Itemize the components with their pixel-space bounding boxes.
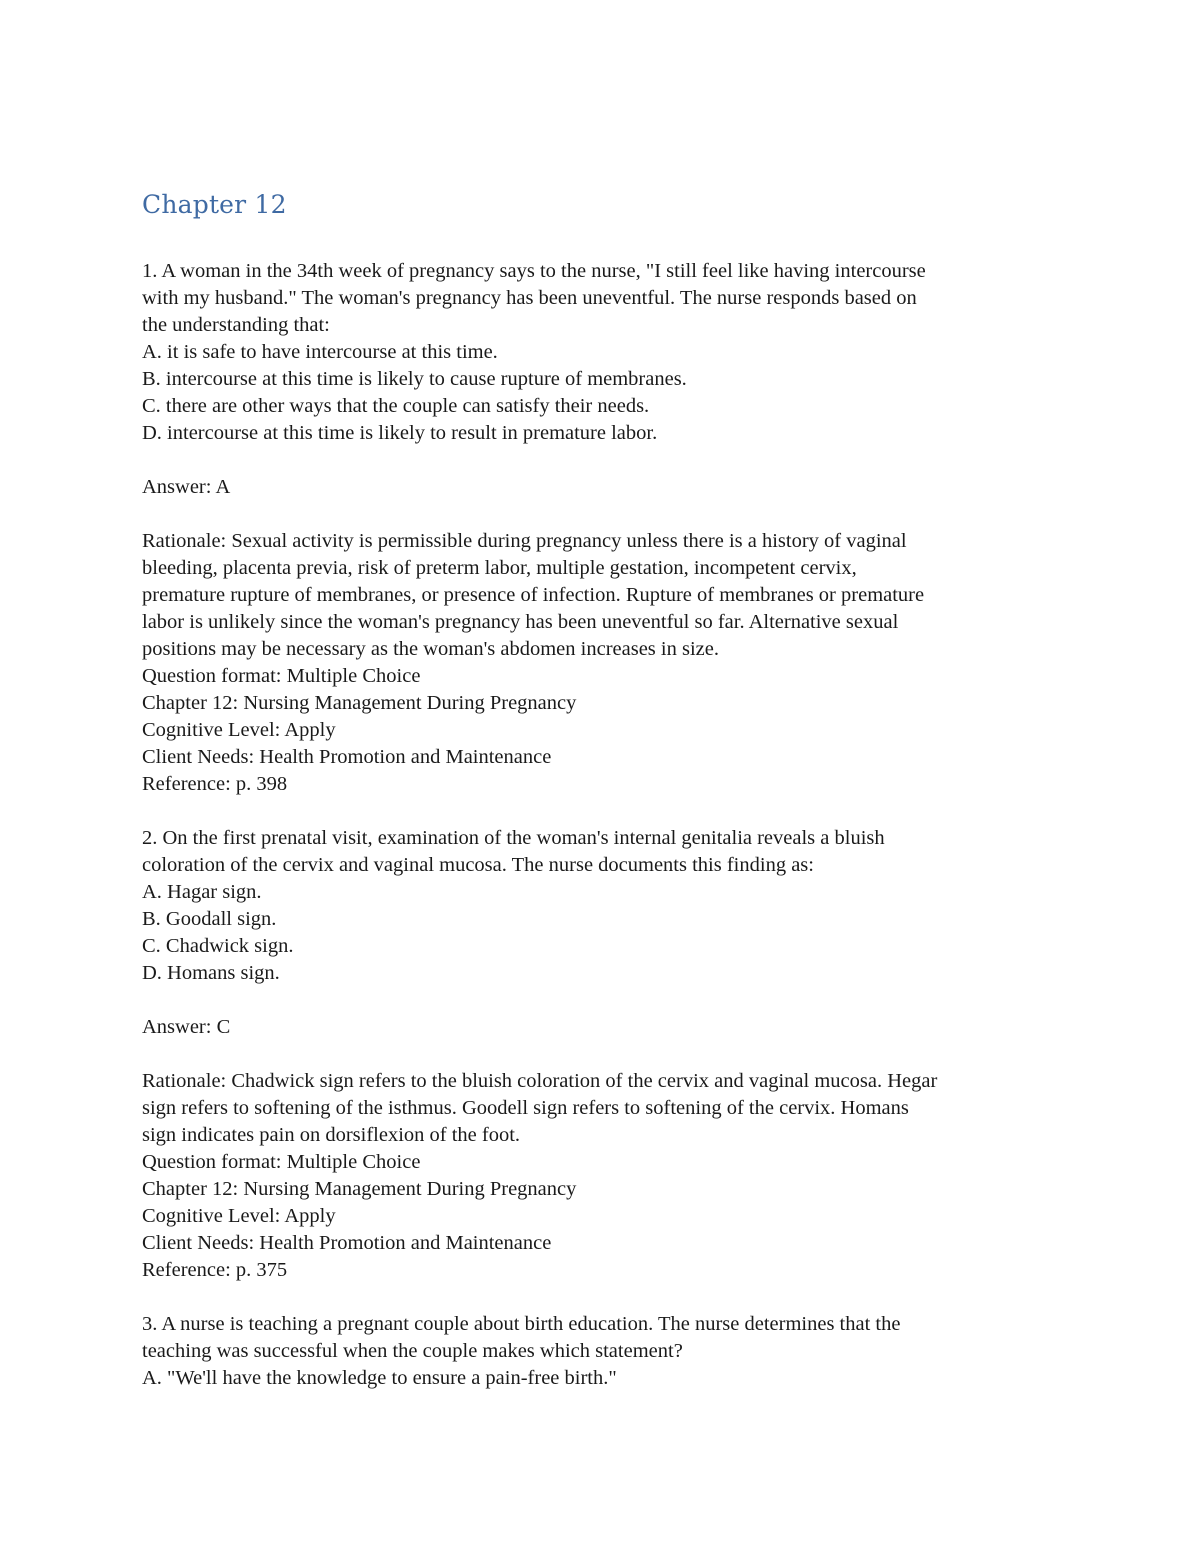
- option-a: A. "We'll have the knowledge to ensure a pain-free birth.": [142, 1367, 617, 1389]
- stem-line: 2. On the first prenatal visit, examination of the woman's internal genitalia reveals a bluish: [142, 827, 885, 849]
- question-1-meta: [142, 663, 1062, 798]
- rationale-line: Rationale: Sexual activity is permissible during pregnancy unless there is a history of vaginal: [142, 530, 907, 552]
- question-1-stem: [142, 258, 1062, 339]
- option-d: D. Homans sign.: [142, 962, 280, 984]
- page-reference: Reference: p. 375: [142, 1259, 288, 1281]
- stem-line: teaching was successful when the couple makes which statement?: [142, 1340, 683, 1362]
- answer-line: Answer: A: [142, 476, 231, 498]
- option-b: B. intercourse at this time is likely to cause rupture of membranes.: [142, 368, 687, 390]
- rationale-line: premature rupture of membranes, or presence of infection. Rupture of membranes or premature: [142, 584, 925, 606]
- cognitive-level: Cognitive Level: Apply: [142, 1205, 336, 1227]
- question-1-answer: [142, 474, 1062, 501]
- chapter-ref: Chapter 12: Nursing Management During Pregnancy: [142, 692, 577, 714]
- option-a: A. it is safe to have intercourse at this time.: [142, 341, 498, 363]
- chapter-title: Chapter 12: [142, 190, 287, 219]
- chapter-ref: Chapter 12: Nursing Management During Pregnancy: [142, 1178, 577, 1200]
- question-3-stem: [142, 1311, 1062, 1365]
- question-1-options: [142, 339, 1062, 447]
- question-2-meta: [142, 1149, 1062, 1284]
- question-3: [142, 1311, 1062, 1392]
- option-b: B. Goodall sign.: [142, 908, 277, 930]
- rationale-line: labor is unlikely since the woman's pregnancy has been uneventful so far. Alternative sexual: [142, 611, 899, 633]
- rationale-line: positions may be necessary as the woman's abdomen increases in size.: [142, 638, 719, 660]
- rationale-line: sign indicates pain on dorsiflexion of the foot.: [142, 1124, 521, 1146]
- stem-line: coloration of the cervix and vaginal mucosa. The nurse documents this finding as:: [142, 854, 814, 876]
- option-a: A. Hagar sign.: [142, 881, 262, 903]
- rationale-line: Rationale: Chadwick sign refers to the bluish coloration of the cervix and vaginal mucosa. Hegar: [142, 1070, 938, 1092]
- document-page: [142, 188, 1062, 1392]
- stem-line: the understanding that:: [142, 314, 330, 336]
- question-1-rationale: [142, 528, 1062, 663]
- option-c: C. Chadwick sign.: [142, 935, 294, 957]
- question-2-options: [142, 879, 1062, 987]
- rationale-line: sign refers to softening of the isthmus. Goodell sign refers to softening of the cervix. Homans: [142, 1097, 909, 1119]
- client-needs: Client Needs: Health Promotion and Maintenance: [142, 1232, 552, 1254]
- rationale-line: bleeding, placenta previa, risk of preterm labor, multiple gestation, incompetent cervix,: [142, 557, 857, 579]
- answer-line: Answer: C: [142, 1016, 231, 1038]
- question-2: [142, 825, 1062, 1284]
- question-3-options: [142, 1365, 1062, 1392]
- question-format: Question format: Multiple Choice: [142, 1151, 421, 1173]
- question-1: [142, 258, 1062, 798]
- question-2-rationale: [142, 1068, 1062, 1149]
- stem-line: 3. A nurse is teaching a pregnant couple about birth education. The nurse determines that the: [142, 1313, 901, 1335]
- option-c: C. there are other ways that the couple can satisfy their needs.: [142, 395, 650, 417]
- question-2-stem: [142, 825, 1062, 879]
- cognitive-level: Cognitive Level: Apply: [142, 719, 336, 741]
- question-format: Question format: Multiple Choice: [142, 665, 421, 687]
- client-needs: Client Needs: Health Promotion and Maintenance: [142, 746, 552, 768]
- stem-line: 1. A woman in the 34th week of pregnancy says to the nurse, "I still feel like having intercourse: [142, 260, 926, 282]
- option-d: D. intercourse at this time is likely to result in premature labor.: [142, 422, 658, 444]
- page-reference: Reference: p. 398: [142, 773, 288, 795]
- stem-line: with my husband." The woman's pregnancy has been uneventful. The nurse responds based on: [142, 287, 917, 309]
- question-2-answer: [142, 1014, 1062, 1041]
